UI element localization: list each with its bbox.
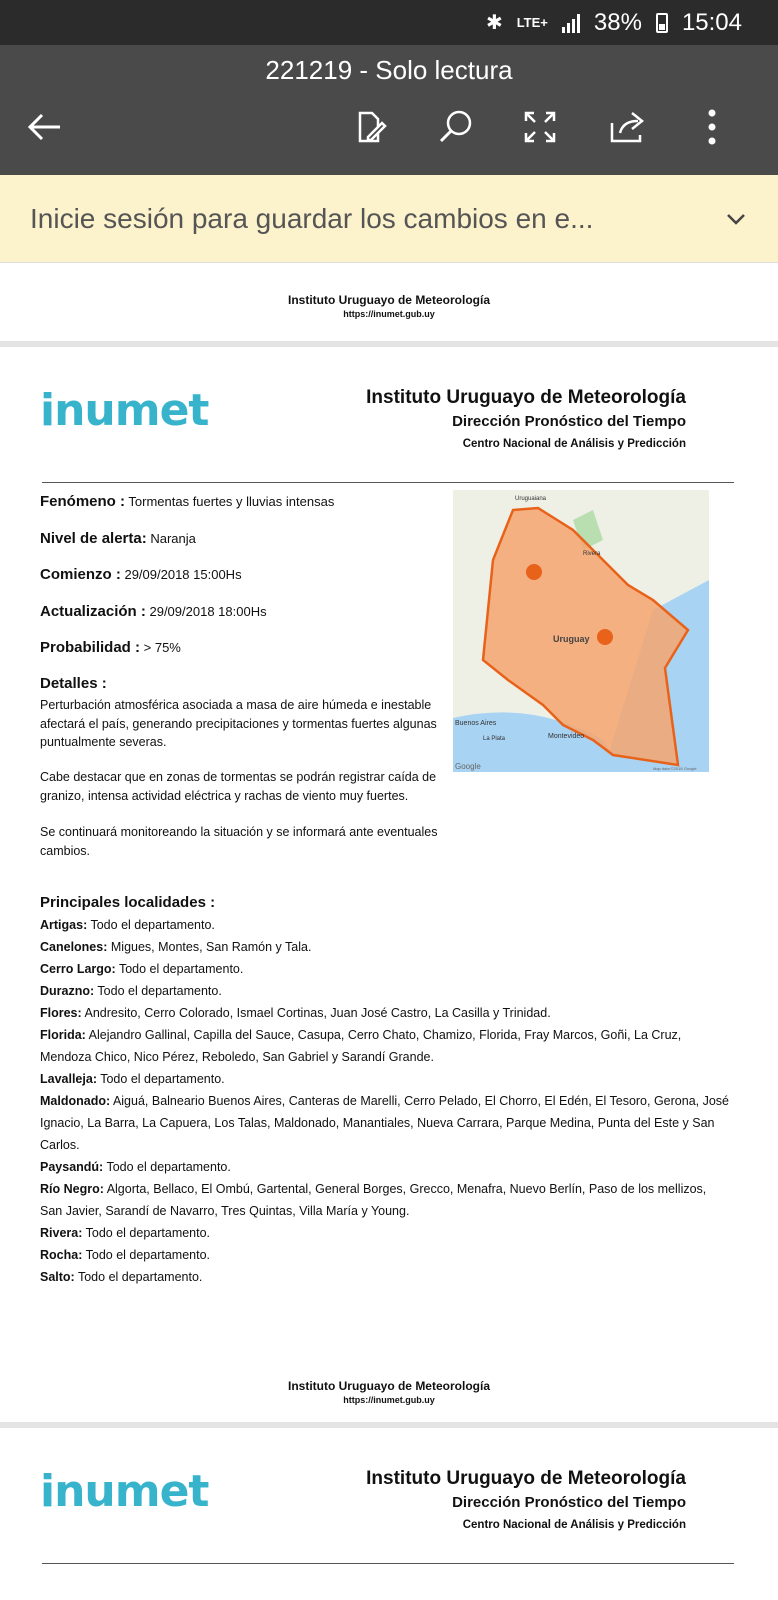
page-1-footer-area <box>0 263 778 341</box>
page-footer <box>0 293 778 319</box>
comienzo-value: 29/09/2018 15:00Hs <box>124 567 242 582</box>
storm-marker-icon <box>526 564 542 580</box>
map-label-buenos-aires: Buenos Aires <box>455 720 497 727</box>
header-center: Centro Nacional de Análisis y Predicción <box>462 438 686 450</box>
doc-header <box>366 1468 686 1531</box>
localidad-text: Migues, Montes, San Ramón y Tala. <box>110 940 312 954</box>
map-credit: Map data ©2018 Google <box>653 766 697 771</box>
detalles-label: Detalles : <box>40 675 107 692</box>
footer-url: https://inumet.gub.uy <box>343 1395 435 1405</box>
battery-icon <box>656 13 668 33</box>
footer-org: Instituto Uruguayo de Meteorología <box>287 1379 490 1393</box>
localidad-dept: Salto: <box>40 1270 75 1284</box>
header-dept: Dirección Pronóstico del Tiempo <box>452 413 686 430</box>
detalles-paragraph-1: Perturbación atmosférica asociada a masa de aire húmeda e inestable afectará el país, generando precipitaciones y tormentas fuertes algunas puntualmente severas. <box>40 698 437 749</box>
fenomeno-value: Tormentas fuertes y lluvias intensas <box>128 494 335 509</box>
fenomeno-field <box>40 493 334 510</box>
localidades-heading <box>40 894 215 911</box>
probabilidad-field <box>40 639 181 656</box>
edit-pen-icon <box>350 107 390 147</box>
actualizacion-field <box>40 603 267 620</box>
bluetooth-icon: ✱ <box>485 12 503 34</box>
page-3 <box>0 1428 778 1600</box>
more-options-button[interactable] <box>690 105 734 149</box>
localidad-text: Todo el departamento. <box>85 1248 211 1262</box>
edit-button[interactable] <box>348 105 392 149</box>
localidad-row <box>40 1244 730 1266</box>
page-footer <box>0 1379 778 1405</box>
comienzo-field <box>40 566 242 583</box>
expand-icon <box>520 107 560 147</box>
detalles-paragraph-3: Se continuará monitoreando la situación y se informará ante eventuales cambios. <box>40 825 438 858</box>
localidad-dept: Río Negro: <box>40 1182 104 1196</box>
map-label-rivera: Rivera <box>583 551 601 557</box>
probabilidad-value: > 75% <box>143 640 181 655</box>
actualizacion-value: 29/09/2018 18:00Hs <box>149 604 267 619</box>
google-logo: Google <box>455 762 481 771</box>
clock: 15:04 <box>681 8 742 36</box>
actualizacion-label: Actualización : <box>40 603 146 620</box>
localidad-dept: Cerro Largo: <box>40 962 116 976</box>
localidad-text: Todo el departamento. <box>85 1226 211 1240</box>
localidad-row <box>40 1024 730 1068</box>
comienzo-label: Comienzo : <box>40 566 121 583</box>
localidad-row <box>40 1002 730 1024</box>
localidad-row <box>40 958 730 980</box>
localidad-dept: Lavalleja: <box>40 1072 97 1086</box>
localidad-dept: Durazno: <box>40 984 95 998</box>
localidad-row <box>40 936 730 958</box>
map-label-north: Uruguaiana <box>515 496 547 502</box>
document-title: 221219 - Solo lectura <box>265 55 513 85</box>
footer-org: Instituto Uruguayo de Meteorología <box>287 293 490 307</box>
banner-text: Inicie sesión para guardar los cambios en e... <box>30 202 594 234</box>
nivel-value: Naranja <box>150 531 196 546</box>
header-org: Instituto Uruguayo de Meteorología <box>366 1468 686 1489</box>
alert-map <box>453 490 709 772</box>
localidad-row <box>40 914 730 936</box>
localidad-row <box>40 1090 730 1156</box>
localidad-row <box>40 1178 730 1222</box>
localidad-row <box>40 1266 730 1288</box>
localidad-dept: Paysandú: <box>40 1160 104 1174</box>
localidad-text: Todo el departamento. <box>118 962 244 976</box>
fenomeno-label: Fenómeno : <box>40 493 125 510</box>
back-arrow-icon <box>24 107 64 147</box>
signin-banner[interactable] <box>0 175 778 263</box>
search-button[interactable] <box>434 105 478 149</box>
localidad-text: Todo el departamento. <box>77 1270 203 1284</box>
map-label-montevideo: Montevideo <box>548 733 585 740</box>
inumet-logo: inumet <box>40 385 209 436</box>
status-bar <box>0 0 778 45</box>
header-center: Centro Nacional de Análisis y Predicción <box>462 1519 686 1531</box>
localidad-row <box>40 1068 730 1090</box>
localidad-text: Algorta, Bellaco, El Ombú, Gartental, General Borges, Grecco, Menafra, Nuevo Berlín, Paso de los mellizos, San Javier, Sarandí de Navarro, Tres Quintas, Villa María y Young. <box>40 1182 707 1218</box>
localidad-dept: Rivera: <box>40 1226 83 1240</box>
back-button[interactable] <box>22 105 66 149</box>
share-icon <box>606 107 646 147</box>
header-rule <box>42 1563 734 1564</box>
localidades-title: Principales localidades : <box>40 894 216 911</box>
signal-icon <box>562 13 580 33</box>
header-org: Instituto Uruguayo de Meteorología <box>366 387 686 408</box>
more-vertical-icon <box>692 107 732 147</box>
app-bar <box>0 45 778 175</box>
nivel-label: Nivel de alerta: <box>40 530 147 547</box>
localidad-dept: Rocha: <box>40 1248 83 1262</box>
header-rule <box>42 482 734 483</box>
share-button[interactable] <box>604 105 648 149</box>
localidad-dept: Artigas: <box>40 918 88 932</box>
inumet-logo: inumet <box>40 1466 209 1517</box>
localidad-dept: Canelones: <box>40 940 108 954</box>
chevron-down-icon[interactable] <box>724 207 748 231</box>
localidad-text: Todo el departamento. <box>97 984 222 998</box>
header-dept: Dirección Pronóstico del Tiempo <box>452 1494 686 1511</box>
localidad-text: Andresito, Cerro Colorado, Ismael Cortinas, Juan José Castro, La Casilla y Trinidad. <box>84 1006 551 1020</box>
localidad-dept: Florida: <box>40 1028 86 1042</box>
localidad-row <box>40 1156 730 1178</box>
localidades-list <box>40 914 730 1288</box>
detalles-paragraph-2: Cabe destacar que en zonas de tormentas se podrán registrar caída de granizo, intensa actividad eléctrica y rachas de viento muy fuertes. <box>40 770 437 803</box>
map-label-country: Uruguay <box>553 634 590 644</box>
probabilidad-label: Probabilidad : <box>40 639 141 656</box>
localidad-row <box>40 980 730 1002</box>
map-label-la-plata: La Plata <box>483 736 506 742</box>
localidad-dept: Maldonado: <box>40 1094 111 1108</box>
localidad-row <box>40 1222 730 1244</box>
search-icon <box>436 107 476 147</box>
detalles-heading <box>40 675 107 692</box>
storm-marker-icon <box>597 629 613 645</box>
page-2 <box>0 347 778 1422</box>
network-type: LTE+ <box>516 15 548 30</box>
localidad-text: Alejandro Gallinal, Capilla del Sauce, Casupa, Cerro Chato, Chamizo, Florida, Fray Marcos, Goñi, La Cruz, Mendoza Chico, Nico Pérez, Reboledo, San Gabriel y Sarandí Grande. <box>40 1028 682 1064</box>
footer-url: https://inumet.gub.uy <box>343 309 435 319</box>
localidad-text: Todo el departamento. <box>100 1072 225 1086</box>
localidad-text: Todo el departamento. <box>106 1160 231 1174</box>
battery-percent: 38% <box>593 8 642 36</box>
localidad-dept: Flores: <box>40 1006 82 1020</box>
nivel-field <box>40 530 196 547</box>
localidad-text: Todo el departamento. <box>90 918 215 932</box>
localidad-text: Aiguá, Balneario Buenos Aires, Canteras de Marelli, Cerro Pelado, El Chorro, El Edén, El Tesoro, Gerona, José Ignacio, La Barra, La Capuera, Los Talas, Maldonado, Manantiales, Nueva Carrara, Parque Medina, Punta del Este y San Carlos. <box>40 1094 730 1152</box>
fullscreen-button[interactable] <box>518 105 562 149</box>
doc-header <box>366 387 686 450</box>
